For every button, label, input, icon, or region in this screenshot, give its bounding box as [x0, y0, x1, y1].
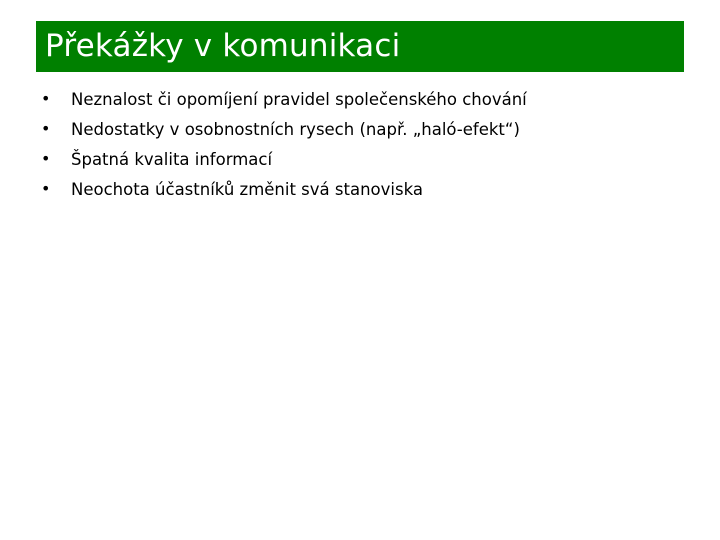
bullet-list: [41, 84, 527, 204]
title-bar: [36, 21, 684, 72]
bullet-text: Neznalost či opomíjení pravidel společenského chování: [71, 89, 527, 109]
bullet-text: Špatná kvalita informací: [71, 149, 273, 169]
slide-title: Překážky v komunikaci: [45, 28, 401, 64]
bullet-item: [41, 144, 527, 174]
bullet-icon: •: [41, 149, 51, 168]
bullet-item: [41, 84, 527, 114]
bullet-icon: •: [41, 119, 51, 138]
bullet-text: Neochota účastníků změnit svá stanoviska: [71, 179, 423, 199]
bullet-text: Nedostatky v osobnostních rysech (např. „haló-efekt“): [71, 119, 520, 139]
bullet-item: [41, 174, 527, 204]
bullet-icon: •: [41, 89, 51, 108]
bullet-item: [41, 114, 527, 144]
bullet-icon: •: [41, 179, 51, 198]
